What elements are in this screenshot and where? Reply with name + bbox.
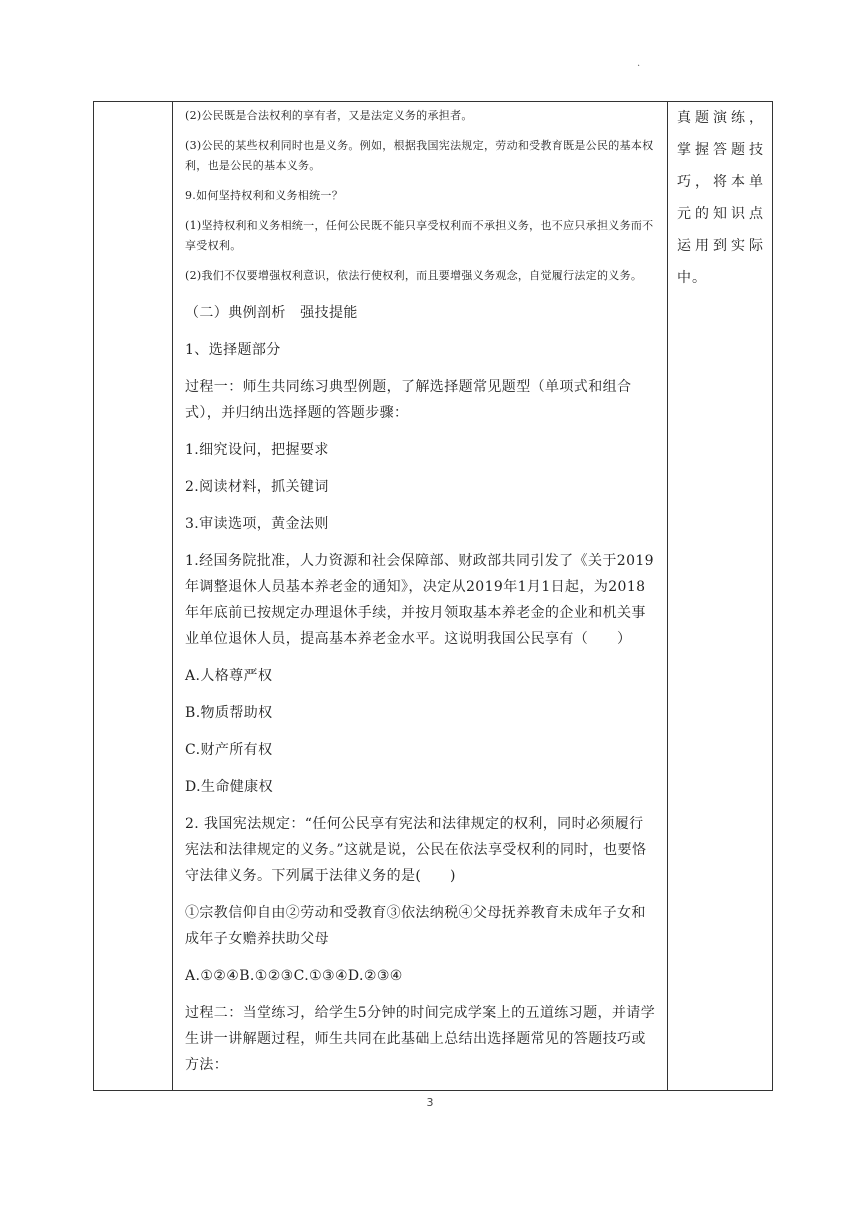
- content-cell: [173, 102, 668, 1091]
- question-1-stem: 1.经国务院批准，人力资源和社会保障部、财政部共同引发了《关于2019年调整退休人员基本养老金的通知》，决定从2019年1月1日起，为2018年年底前已按规定办理退休手续，并按月领取基本养老金的企业和机关事业单位退休人员，提高基本养老金水平。这说明我国公民享有（ ）: [185, 553, 654, 647]
- lesson-table: [93, 101, 773, 1091]
- point-3: (3)公民的某些权利同时也是义务。例如，根据我国宪法规定，劳动和受教育既是公民的基本权利，也是公民的基本义务。: [185, 139, 654, 172]
- step-1: 1.细究设问，把握要求: [185, 442, 329, 458]
- question-2-items: ①宗教信仰自由②劳动和受教育③依法纳税④父母抚养教育未成年子女和成年子女赡养扶助父母: [185, 905, 646, 947]
- part-title: 1、选择题部分: [185, 342, 281, 358]
- question-1-option-d: D.生命健康权: [185, 779, 273, 795]
- point-2: (2)公民既是合法权利的享有者，又是法定义务的承担者。: [185, 109, 473, 122]
- question-1-option-a: A.人格尊严权: [185, 668, 273, 684]
- step-2: 2.阅读材料，抓关键词: [185, 479, 329, 495]
- process-one: 过程一：师生共同练习典型例题，了解选择题常见题型（单项式和组合式），并归纳出选择题的答题步骤：: [185, 379, 632, 421]
- question-1-option-b: B.物质帮助权: [185, 705, 273, 721]
- section-title: （二）典例剖析 强技提能: [185, 305, 358, 321]
- side-note: 真题演练，掌握答题技巧，将本单元的知识点运用到实际中。: [677, 110, 764, 286]
- question-1-option-c: C.财产所有权: [185, 742, 273, 758]
- question-2-options: A.①②④B.①②③C.①③④D.②③④: [185, 968, 403, 984]
- process-two: 过程二：当堂练习，给学生5分钟的时间完成学案上的五道练习题，并请学生讲一讲解题过程，师生共同在此基础上总结出选择题常见的答题技巧或方法：: [185, 1005, 656, 1073]
- stage-cell: [94, 102, 173, 1091]
- purpose-cell: [668, 102, 773, 1091]
- question-9: 9.如何坚持权利和义务相统一？: [185, 189, 343, 202]
- table-row: [94, 102, 773, 1091]
- answer-9-1: (1)坚持权利和义务相统一，任何公民既不能只享受权利而不承担义务，也不应只承担义务而不享受权利。: [185, 219, 654, 252]
- page-number: 3: [426, 1096, 434, 1109]
- header-mark: .: [637, 58, 641, 69]
- answer-9-2: (2)我们不仅要增强权利意识，依法行使权利，而且要增强义务观念，自觉履行法定的义务。: [185, 269, 643, 282]
- question-2-stem: 2. 我国宪法规定：“任何公民享有宪法和法律规定的权利，同时必须履行宪法和法律规定的义务。”这就是说，公民在依法享受权利的同时，也要恪守法律义务。下列属于法律义务的是( ): [185, 816, 647, 884]
- step-3: 3.审读选项，黄金法则: [185, 516, 329, 532]
- content-body: [173, 102, 667, 1078]
